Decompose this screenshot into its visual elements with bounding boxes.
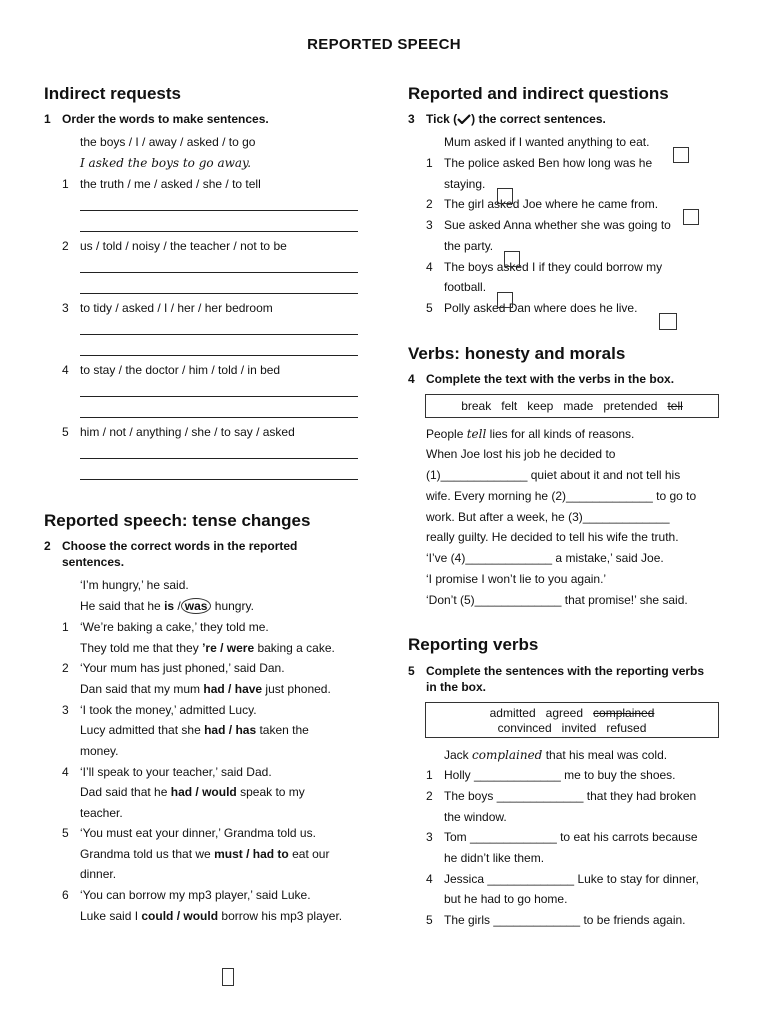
separator: / bbox=[224, 682, 235, 696]
tick-icon bbox=[457, 114, 471, 124]
text: Grandma told us that we bbox=[80, 847, 215, 861]
option-1[interactable]: had bbox=[203, 682, 225, 696]
instruction-text: Order the words to make sentences. bbox=[62, 112, 269, 126]
answer-line[interactable] bbox=[80, 334, 358, 335]
text: Tick ( bbox=[426, 112, 458, 126]
box-word: refused bbox=[606, 721, 647, 735]
section-heading-tense-changes: Reported speech: tense changes bbox=[44, 511, 311, 530]
section-heading-honesty-morals: Verbs: honesty and morals bbox=[408, 344, 626, 363]
answer-line[interactable] bbox=[80, 479, 358, 480]
direct-speech: ‘We’re baking a cake,’ they told me. bbox=[80, 620, 269, 634]
item-number: 2 bbox=[426, 789, 433, 803]
item-number: 4 bbox=[62, 363, 69, 377]
example-reported bbox=[80, 596, 254, 616]
question-sentence-cont: staying. bbox=[444, 177, 486, 191]
reported-sentence bbox=[80, 844, 329, 864]
box-word-used: tell bbox=[667, 399, 683, 413]
box-word: agreed bbox=[545, 706, 584, 720]
exercise-number: 2 bbox=[44, 539, 51, 553]
separator: / bbox=[225, 723, 236, 737]
answer-line[interactable] bbox=[80, 210, 358, 211]
text: Dan said that my mum bbox=[80, 682, 204, 696]
section-heading-reporting-verbs: Reporting verbs bbox=[408, 635, 539, 654]
reported-sentence bbox=[80, 638, 335, 658]
reported-sentence bbox=[80, 782, 305, 802]
question-sentence-cont: football. bbox=[444, 280, 487, 294]
answer-line[interactable] bbox=[80, 417, 358, 418]
exercise-number: 1 bbox=[44, 112, 51, 126]
box-word: felt bbox=[501, 399, 518, 413]
item-number: 6 bbox=[62, 888, 69, 902]
item-number: 4 bbox=[426, 872, 433, 886]
tick-box[interactable] bbox=[673, 147, 689, 163]
text: borrow his mp3 player. bbox=[218, 909, 343, 923]
answer-line[interactable] bbox=[80, 396, 358, 397]
word-box bbox=[425, 702, 719, 738]
box-word: keep bbox=[527, 399, 554, 413]
example-word: complained bbox=[472, 748, 543, 762]
answer-line[interactable] bbox=[80, 231, 358, 232]
gap-sentence[interactable]: Holly _____________ me to buy the shoes. bbox=[444, 768, 676, 782]
direct-speech: ‘You can borrow my mp3 player,’ said Luke. bbox=[80, 888, 311, 902]
question-sentence: The police asked Ben how long was he bbox=[444, 156, 653, 170]
item-number: 1 bbox=[426, 768, 433, 782]
instruction-text bbox=[426, 111, 606, 127]
question-sentence: Polly asked Dan where does he live. bbox=[444, 301, 638, 315]
scrambled-words: to tidy / asked / I / her / her bedroom bbox=[80, 301, 273, 315]
question-sentence: The boys asked I if they could borrow my bbox=[444, 260, 663, 274]
example-words: the boys / I / away / asked / to go bbox=[80, 135, 256, 149]
box-word: break bbox=[461, 399, 492, 413]
item-number: 3 bbox=[426, 830, 433, 844]
text-line-gap-2[interactable]: wife. Every morning he (2)_____________ to go to bbox=[426, 489, 697, 503]
reported-sentence bbox=[80, 720, 309, 740]
section-heading-indirect-requests: Indirect requests bbox=[44, 84, 181, 103]
item-number: 3 bbox=[62, 301, 69, 315]
reported-sentence-cont: money. bbox=[80, 744, 119, 758]
text-line: ‘I promise I won’t lie to you again.’ bbox=[426, 572, 607, 586]
scrambled-words: him / not / anything / she / to say / asked bbox=[80, 425, 295, 439]
exercise-2-instruction bbox=[44, 538, 374, 570]
item-number: 1 bbox=[62, 177, 69, 191]
tick-box[interactable] bbox=[504, 251, 520, 267]
gap-sentence[interactable]: The boys _____________ that they had broken bbox=[444, 789, 697, 803]
separator: / bbox=[216, 641, 227, 655]
text: taken the bbox=[256, 723, 309, 737]
option-2[interactable]: were bbox=[226, 641, 255, 655]
scrambled-words: the truth / me / asked / she / to tell bbox=[80, 177, 261, 191]
item-number: 5 bbox=[62, 826, 69, 840]
gap-sentence-cont: he didn’t like them. bbox=[444, 851, 545, 865]
question-sentence: Sue asked Anna whether she was going to bbox=[444, 218, 671, 232]
exercise-number: 4 bbox=[408, 372, 415, 386]
item-number: 2 bbox=[62, 239, 69, 253]
item-number: 5 bbox=[426, 913, 433, 927]
gap-sentence[interactable]: Jessica _____________ Luke to stay for dinner, bbox=[444, 872, 699, 886]
example-sentence bbox=[444, 745, 667, 765]
answer-line[interactable] bbox=[80, 293, 358, 294]
page-title: REPORTED SPEECH bbox=[307, 36, 461, 53]
text: People bbox=[426, 427, 467, 441]
item-number: 5 bbox=[62, 425, 69, 439]
option-1[interactable]: must bbox=[214, 847, 243, 861]
box-row bbox=[426, 706, 718, 721]
tick-box[interactable] bbox=[683, 209, 699, 225]
example-answer: I asked the boys to go away. bbox=[80, 156, 252, 170]
exercise-3-instruction bbox=[408, 111, 738, 127]
item-number: 2 bbox=[426, 197, 433, 211]
text: speak to my bbox=[236, 785, 305, 799]
answer-line[interactable] bbox=[80, 355, 358, 356]
reported-sentence bbox=[80, 679, 331, 699]
text-line bbox=[426, 424, 634, 444]
instruction-text: Complete the text with the verbs in the box. bbox=[426, 372, 675, 386]
gap-sentence[interactable]: The girls _____________ to be friends again. bbox=[444, 913, 686, 927]
example-quote: ‘I’m hungry,’ he said. bbox=[80, 578, 189, 592]
text-line-gap-1[interactable]: (1)_____________ quiet about it and not tell his bbox=[426, 468, 681, 482]
option-1[interactable]: had bbox=[204, 723, 226, 737]
box-word: pretended bbox=[603, 399, 658, 413]
separator: / bbox=[173, 909, 184, 923]
instruction-text: Choose the correct words in the reported bbox=[62, 539, 298, 553]
box-word: admitted bbox=[489, 706, 536, 720]
option-1[interactable]: had bbox=[170, 785, 193, 799]
separator: / bbox=[192, 785, 203, 799]
direct-speech: ‘I took the money,’ admitted Lucy. bbox=[80, 703, 257, 717]
item-number: 5 bbox=[426, 301, 433, 315]
scrambled-words: us / told / noisy / the teacher / not to be bbox=[80, 239, 287, 253]
box-word: made bbox=[563, 399, 594, 413]
box-row bbox=[426, 721, 718, 736]
gap-sentence[interactable]: Tom _____________ to eat his carrots because bbox=[444, 830, 698, 844]
box-word: convinced bbox=[497, 721, 552, 735]
text: Jack bbox=[444, 748, 473, 762]
gap-sentence-cont: the window. bbox=[444, 810, 507, 824]
separator: / bbox=[242, 847, 253, 861]
text-line-gap-4[interactable]: ‘I’ve (4)_____________ a mistake,’ said Joe. bbox=[426, 551, 664, 565]
instruction-text: sentences. bbox=[62, 555, 125, 569]
separator: / bbox=[174, 599, 181, 613]
tick-box[interactable] bbox=[659, 313, 677, 330]
option-2[interactable]: would bbox=[202, 785, 237, 799]
text-line: When Joe lost his job he decided to bbox=[426, 447, 616, 461]
reported-sentence bbox=[80, 906, 342, 926]
example-sentence: Mum asked if I wanted anything to eat. bbox=[444, 135, 650, 149]
box-word: invited bbox=[561, 721, 597, 735]
text: They told me that they bbox=[80, 641, 203, 655]
question-sentence-cont: the party. bbox=[444, 239, 494, 253]
text: hungry. bbox=[211, 599, 254, 613]
option-1[interactable]: ’re bbox=[202, 641, 217, 655]
exercise-5-instruction bbox=[408, 663, 738, 695]
reported-sentence-cont: dinner. bbox=[80, 867, 117, 881]
item-number: 2 bbox=[62, 661, 69, 675]
text: baking a cake. bbox=[254, 641, 335, 655]
exercise-1-instruction bbox=[44, 111, 374, 127]
item-number: 1 bbox=[62, 620, 69, 634]
option-2-circled[interactable]: was bbox=[181, 598, 212, 614]
box-word-used: complained bbox=[593, 706, 655, 720]
instruction-text: Complete the sentences with the reporting verbs bbox=[426, 664, 705, 678]
direct-speech: ‘You must eat your dinner,’ Grandma told us. bbox=[80, 826, 316, 840]
text: lies for all kinds of reasons. bbox=[486, 427, 635, 441]
direct-speech: ‘Your mum has just phoned,’ said Dan. bbox=[80, 661, 285, 675]
text-line-gap-3[interactable]: work. But after a week, he (3)_____________ bbox=[426, 510, 670, 524]
reported-sentence-cont: teacher. bbox=[80, 806, 123, 820]
text: Dad said that he bbox=[80, 785, 171, 799]
section-heading-reported-questions: Reported and indirect questions bbox=[408, 84, 669, 103]
answer-line[interactable] bbox=[80, 272, 358, 273]
text: Lucy admitted that she bbox=[80, 723, 205, 737]
text: ) the correct sentences. bbox=[471, 112, 606, 126]
text: Luke said I bbox=[80, 909, 142, 923]
item-number: 3 bbox=[426, 218, 433, 232]
option-2[interactable]: have bbox=[234, 682, 263, 696]
option-2[interactable]: has bbox=[235, 723, 257, 737]
text: eat our bbox=[288, 847, 330, 861]
item-number: 3 bbox=[62, 703, 69, 717]
answer-line[interactable] bbox=[80, 458, 358, 459]
text: He said that he bbox=[80, 599, 165, 613]
gap-sentence-cont: but he had to go home. bbox=[444, 892, 568, 906]
exercise-number: 5 bbox=[408, 664, 415, 678]
item-number: 4 bbox=[426, 260, 433, 274]
exercise-number: 3 bbox=[408, 112, 415, 126]
question-sentence: The girl asked Joe where he came from. bbox=[444, 197, 659, 211]
exercise-4-instruction bbox=[408, 371, 738, 387]
text-line: really guilty. He decided to tell his wife the truth. bbox=[426, 530, 679, 544]
text: just phoned. bbox=[262, 682, 331, 696]
instruction-text: in the box. bbox=[426, 680, 486, 694]
tick-box[interactable] bbox=[497, 188, 513, 204]
option-2[interactable]: would bbox=[183, 909, 219, 923]
item-number: 1 bbox=[426, 156, 433, 170]
text: that his meal was cold. bbox=[542, 748, 668, 762]
option-2[interactable]: had to bbox=[252, 847, 289, 861]
word-box bbox=[425, 394, 719, 418]
option-1[interactable]: could bbox=[141, 909, 174, 923]
scrambled-words: to stay / the doctor / him / told / in bed bbox=[80, 363, 281, 377]
option-1[interactable]: is bbox=[164, 599, 175, 613]
example-word: tell bbox=[466, 427, 487, 441]
tick-box[interactable] bbox=[497, 292, 513, 308]
text-line-gap-5[interactable]: ‘Don’t (5)_____________ that promise!’ she said. bbox=[426, 593, 688, 607]
missing-glyph-icon bbox=[222, 968, 234, 986]
item-number: 4 bbox=[62, 765, 69, 779]
direct-speech: ‘I’ll speak to your teacher,’ said Dad. bbox=[80, 765, 272, 779]
